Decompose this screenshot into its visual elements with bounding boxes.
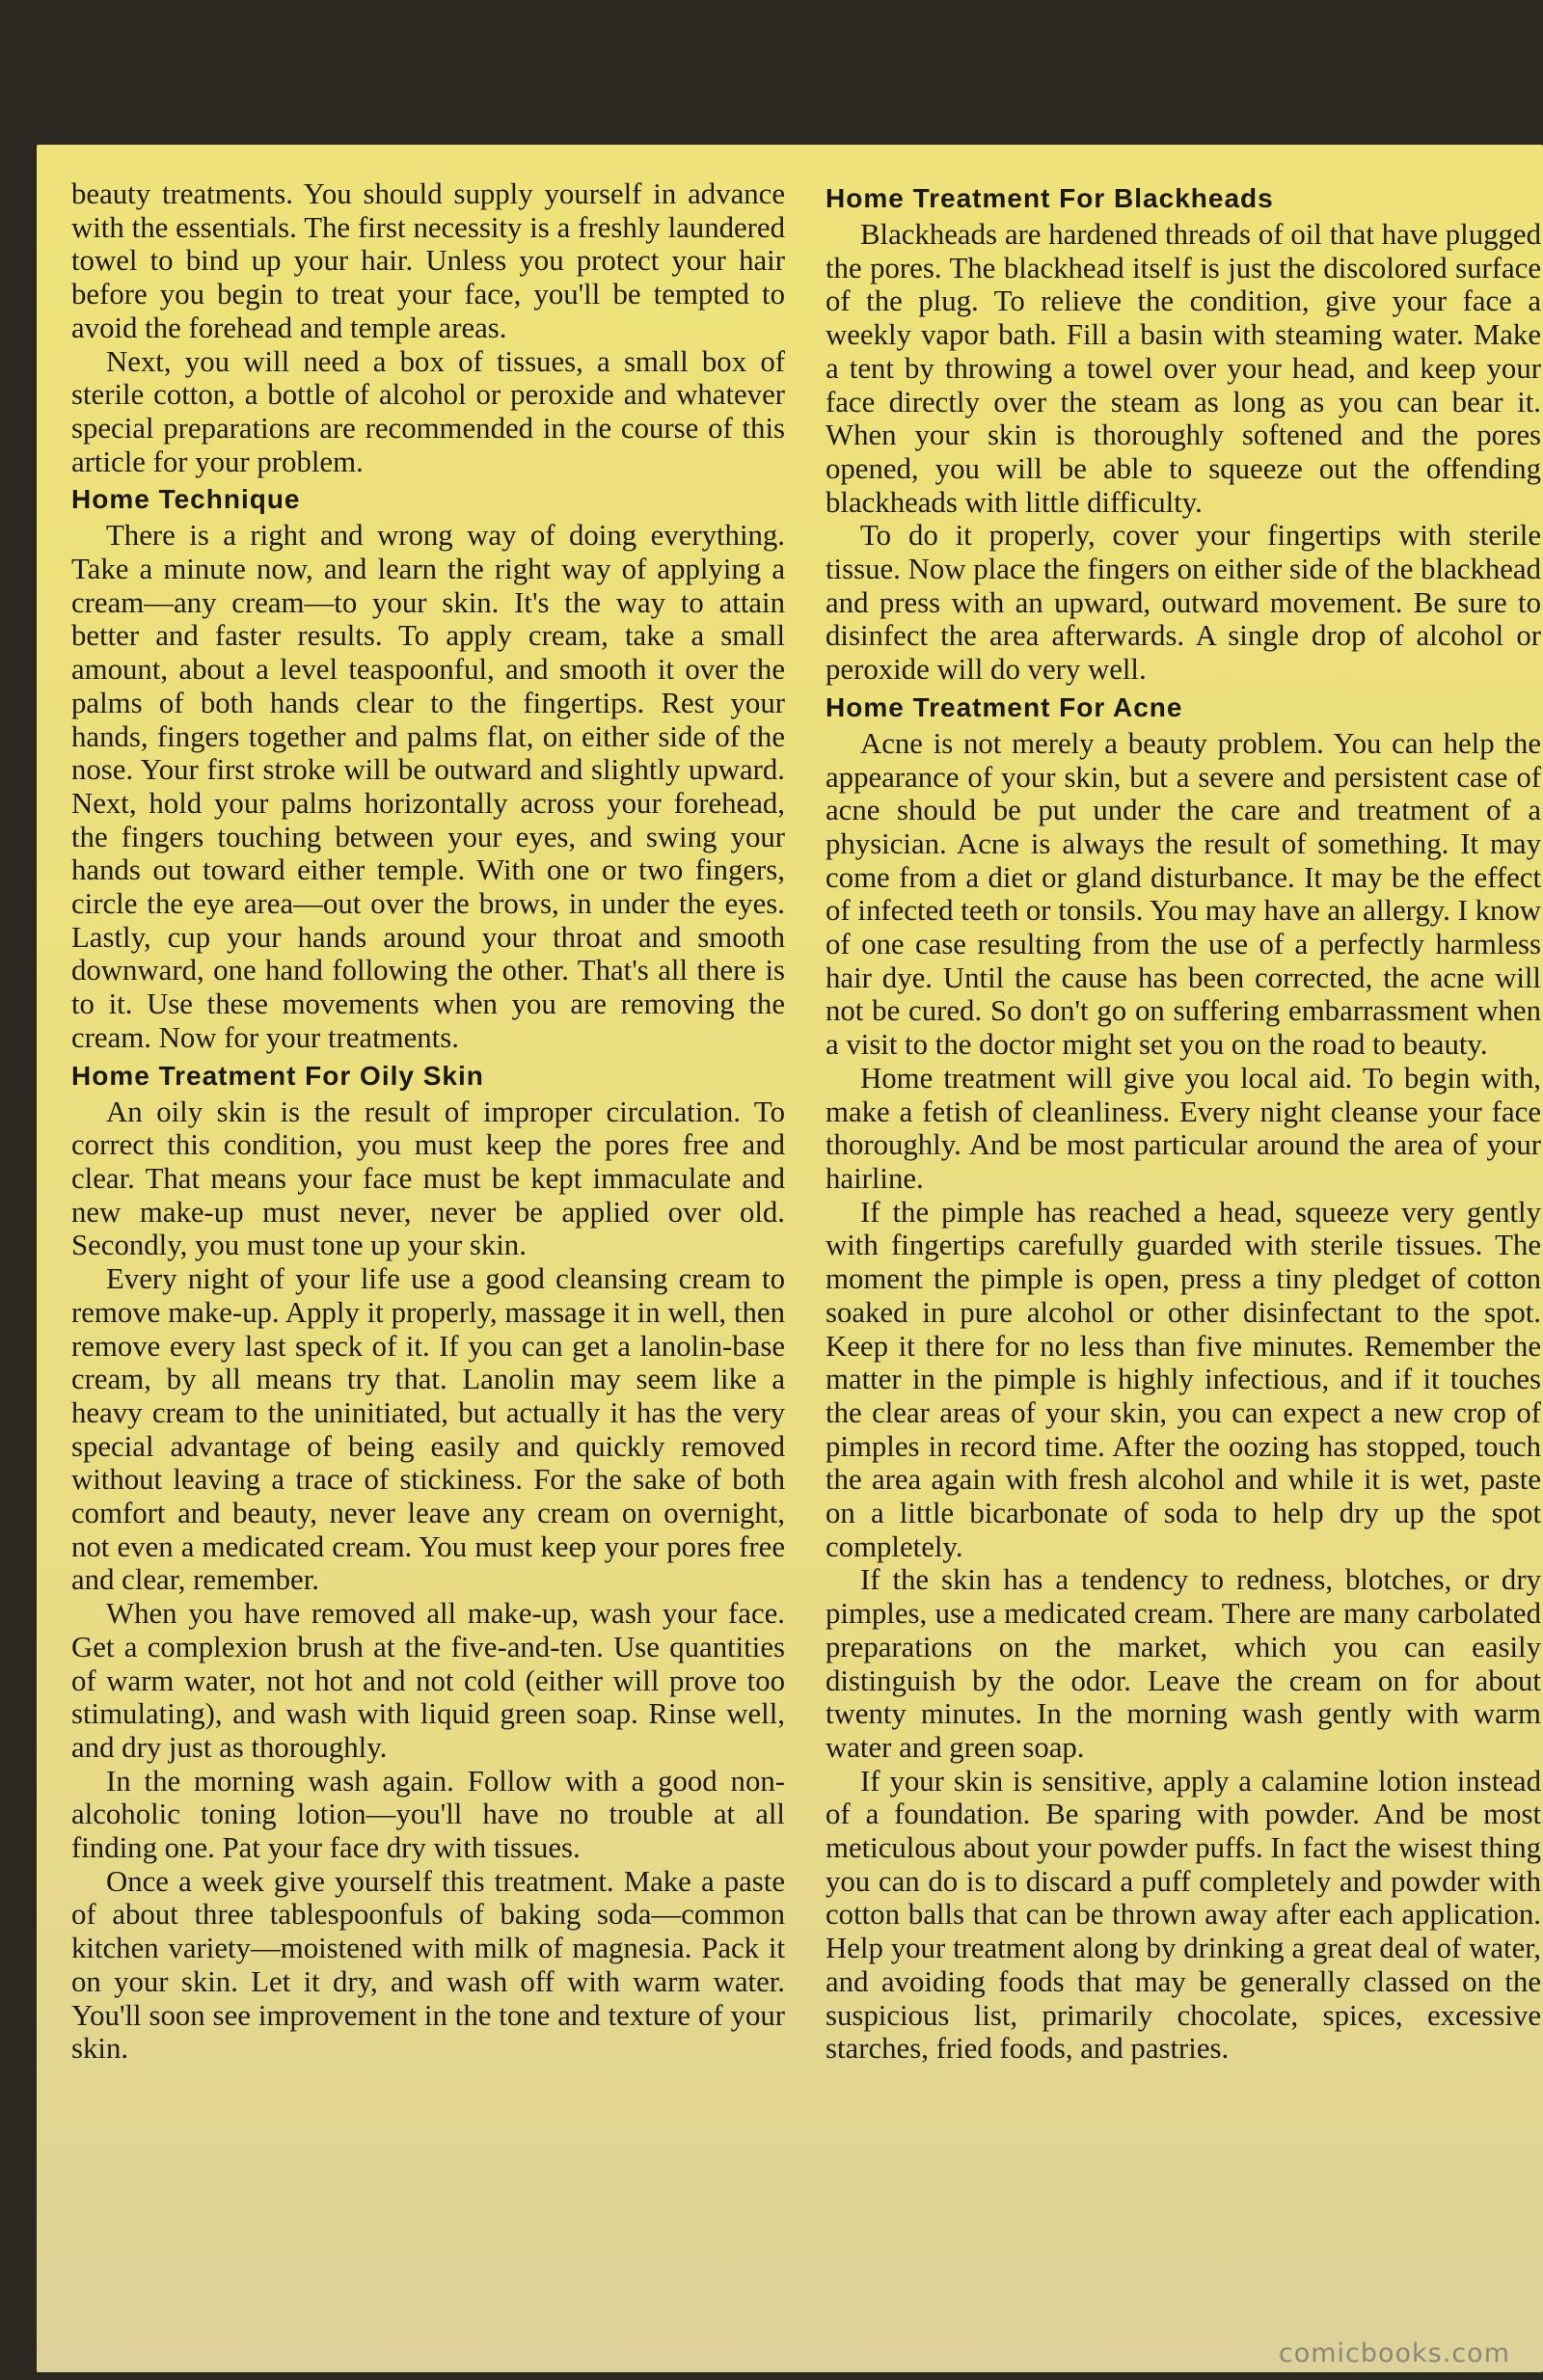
paragraph: If the skin has a tendency to redness, blotches, or dry pimples, use a medicated cream. There are many carbolated preparations on the market, which you can easily distinguish by the odor. Leave the cream on for about twenty minutes. In the morning wash gently with warm water and green soap. xyxy=(826,1563,1541,1764)
paragraph: An oily skin is the result of improper circulation. To correct this condition, you must keep the pores free and clear. That means your face must be kept immaculate and new make-up must never, never be applied over old. Secondly, you must tone up your skin. xyxy=(71,1095,785,1262)
watermark: comicbooks.com xyxy=(1278,2339,1510,2368)
paragraph: Blackheads are hardened threads of oil that have plugged the pores. The blackhead itself is just the discolored surface of the plug. To relieve the condition, give your face a weekly vapor bath. Fill a basin with steaming water. Make a tent by throwing a towel over your head, and keep your face directly over the steam as long as you can bear it. When your skin is thoroughly softened and the pores opened, you will be able to squeeze out the offending blackheads with little difficulty. xyxy=(826,218,1541,519)
paragraph: Home treatment will give you local aid. To begin with, make a fetish of cleanliness. Every night cleanse your face thoroughly. And be most particular around the area of your hairline. xyxy=(826,1061,1541,1195)
paragraph: Next, you will need a box of tissues, a small box of sterile cotton, a bottle of alcohol or peroxide and whatever special preparations are recommended in the course of this article for your problem. xyxy=(71,344,785,478)
paragraph: If the pimple has reached a head, squeeze very gently with fingertips carefully guarded with sterile tissues. The moment the pimple is open, press a tiny pledget of cotton soaked in pure alcohol or other disinfectant to the spot. Keep it there for no less than five minutes. Remember the matter in the pimple is highly infectious, and if it touches the clear areas of your skin, you can expect a new crop of pimples in record time. After the oozing has stopped, touch the area again with fresh alcohol and while it is wet, paste on a little bicarbonate of soda to help dry up the spot completely. xyxy=(826,1195,1541,1563)
paragraph: If your skin is sensitive, apply a calamine lotion instead of a foundation. Be sparing with powder. And be most meticulous about your powder puffs. In fact the wisest thing you can do is to discard a puff completely and powder with cotton balls that can be thrown away after each application. Help your treatment along by drinking a great deal of water, and avoiding foods that may be generally classed on the suspicious list, primarily chocolate, spices, excessive starches, fried foods, and pastries. xyxy=(826,1764,1541,2066)
paragraph: beauty treatments. You should supply yourself in advance with the essentials. The first necessity is a freshly laundered towel to bind up your hair. Unless you protect your hair before you begin to treat your face, you'll be tempted to avoid the forehead and temple areas. xyxy=(71,177,785,344)
right-column xyxy=(826,177,1541,2066)
section-heading-home-technique: Home Technique xyxy=(71,484,301,515)
paragraph: Once a week give yourself this treatment. Make a paste of about three tablespoonfuls of baking soda—common kitchen variety—moistened with milk of magnesia. Pack it on your skin. Let it dry, and wash off with warm water. You'll soon see improvement in the tone and texture of your skin. xyxy=(71,1864,785,2066)
paragraph: In the morning wash again. Follow with a good non-alcoholic toning lotion—you'll have no trouble at all finding one. Pat your face dry with tissues. xyxy=(71,1764,785,1865)
left-column xyxy=(71,177,785,2066)
paragraph: When you have removed all make-up, wash your face. Get a complexion brush at the five-and-ten. Use quantities of warm water, not hot and not cold (either will prove too stimulating), and wash with liquid green soap. Rinse well, and dry just as thoroughly. xyxy=(71,1597,785,1764)
paragraph: Every night of your life use a good cleansing cream to remove make-up. Apply it properly, massage it in well, then remove every last speck of it. If you can get a lanolin-base cream, by all means try that. Lanolin may seem like a heavy cream to the uninitiated, but actually it has the very special advantage of being easily and quickly removed without leaving a trace of stickiness. For the sake of both comfort and beauty, never leave any cream on overnight, not even a medicated cream. You must keep your pores free and clear, remember. xyxy=(71,1262,785,1597)
section-heading-oily-skin: Home Treatment For Oily Skin xyxy=(71,1060,484,1091)
paragraph: To do it properly, cover your fingertips with sterile tissue. Now place the fingers on either side of the blackhead and press with an upward, outward movement. Be sure to disinfect the area afterwards. A single drop of alcohol or peroxide will do very well. xyxy=(826,519,1541,687)
paragraph: There is a right and wrong way of doing everything. Take a minute now, and learn the right way of applying a cream—any cream—to your skin. It's the way to attain better and faster results. To apply cream, take a small amount, about a level teaspoonful, and smooth it over the palms of both hands clear to the fingertips. Rest your hands, fingers together and palms flat, on either side of the nose. Your first stroke will be outward and slightly upward. Next, hold your palms horizontally across your forehead, the fingers touching between your eyes, and swing your hands out toward either temple. With one or two fingers, circle the eye area—out over the brows, in under the eyes. Lastly, cup your hands around your throat and smooth downward, one hand following the other. That's all there is to it. Use these movements when you are removing the cream. Now for your treatments. xyxy=(71,519,785,1054)
paragraph: Acne is not merely a beauty problem. You can help the appearance of your skin, but a severe and persistent case of acne should be put under the care and treatment of a physician. Acne is always the result of something. It may come from a diet or gland disturbance. It may be the effect of infected teeth or tonsils. You may have an allergy. I know of one case resulting from the use of a perfectly harmless hair dye. Until the cause has been corrected, the acne will not be cured. So don't go on suffering embarrassment when a visit to the doctor might set you on the road to beauty. xyxy=(826,726,1541,1062)
section-heading-blackheads: Home Treatment For Blackheads xyxy=(826,183,1274,213)
section-heading-acne: Home Treatment For Acne xyxy=(826,691,1183,722)
